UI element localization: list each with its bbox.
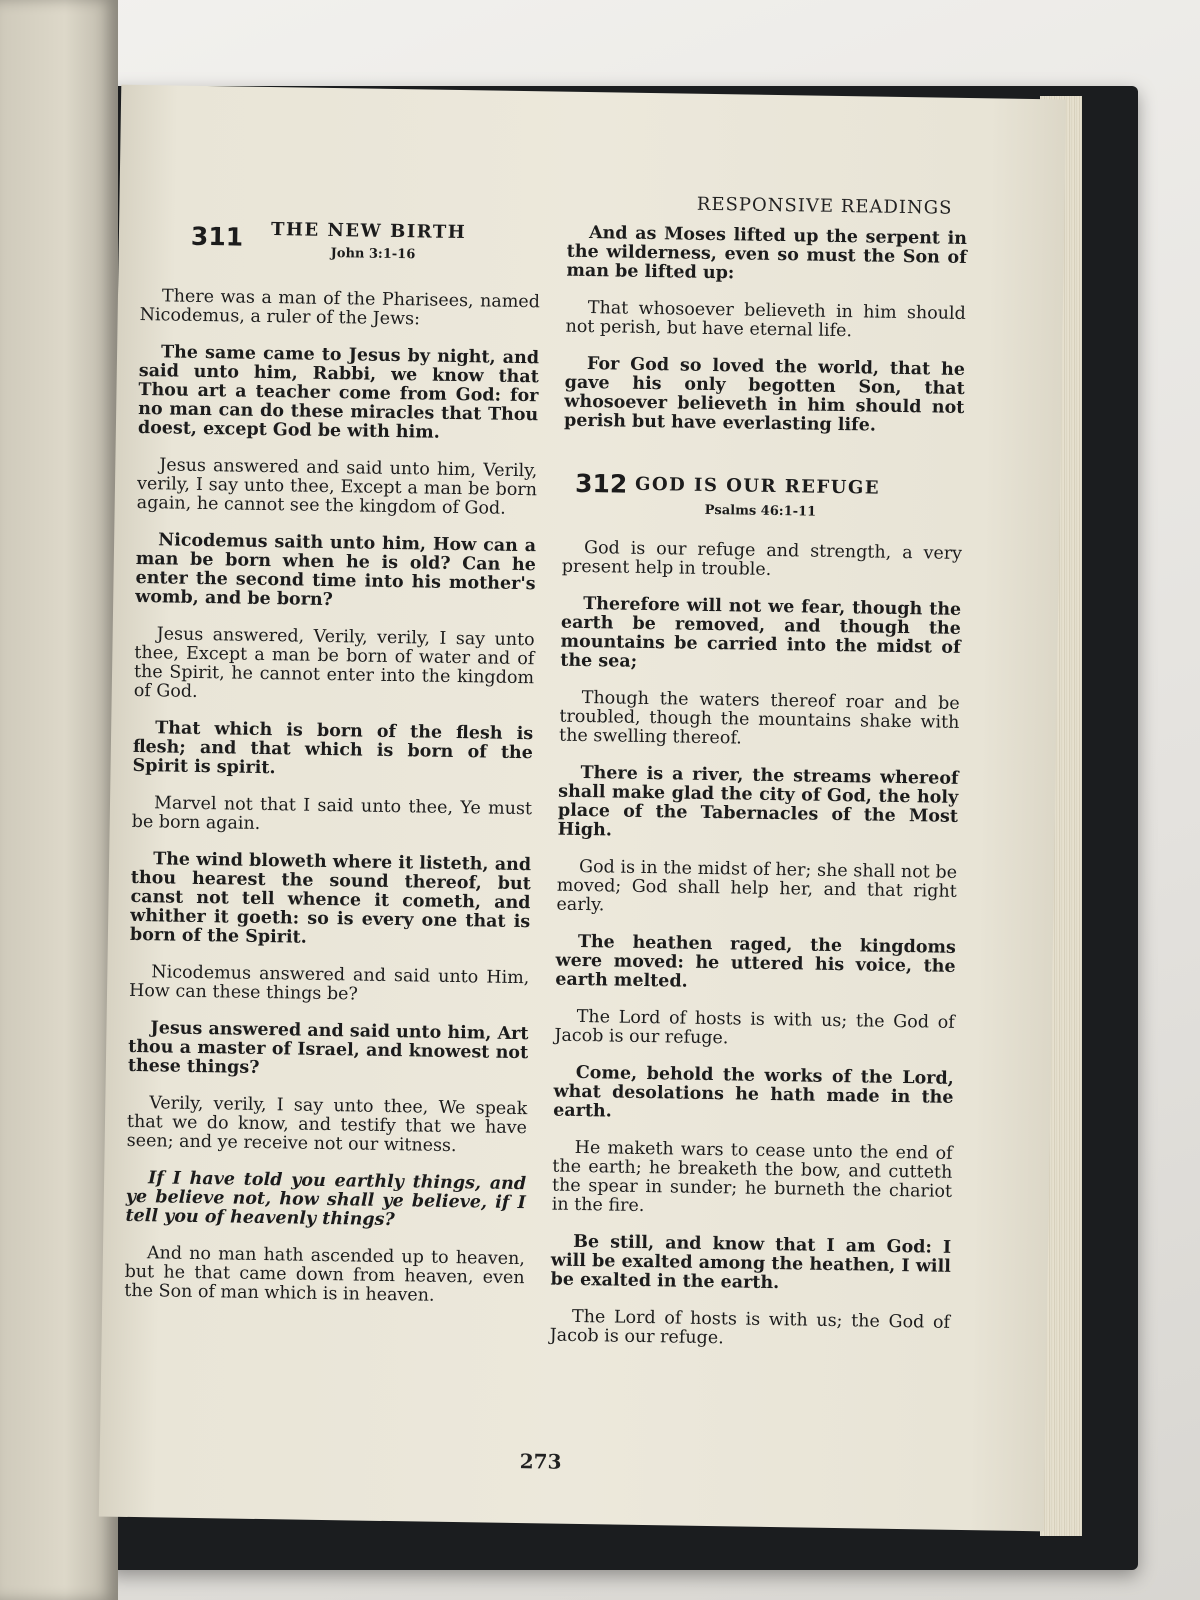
right-column (549, 224, 967, 1370)
scripture-reference: John 3:1-16 (330, 245, 416, 263)
reading-header-312 (562, 469, 963, 545)
verse: There was a man of the Pharisees, named Nicodemus, a ruler of the Jews: (139, 286, 541, 330)
scripture-reference: Psalms 46:1-11 (704, 502, 817, 520)
reading-number: 311 (190, 221, 244, 252)
reading-title: THE NEW BIRTH (270, 219, 467, 244)
verse-response: The same came to Jesus by night, and said unto him, Rabbi, we know that Thou art a teacher come from God: for no man can do these miracles that Thou doest, except God be with him. (137, 342, 540, 443)
verse: God is in the midst of her; she shall not be moved; God shall help her, and that right early. (556, 856, 958, 916)
verse-response: And as Moses lifted up the serpent in the wilderness, even so must the Son of man be lifted up: (566, 223, 968, 284)
verse: Jesus answered and said unto him, Verily, verily, I say unto thee, Except a man be born again, he cannot see the kingdom of God. (136, 455, 538, 519)
verse-response: That which is born of the flesh is flesh; and that which is born of the Spirit is spirit. (132, 718, 534, 779)
verse-response: For God so loved the world, that he gave his only begotten Son, that whosoever believeth in him should not perish but have everlasting life. (563, 354, 966, 436)
verse-response: There is a river, the streams whereof shall make glad the city of God, the holy place of the Tabernacles of the Most High. (557, 762, 959, 841)
verse-response: The heathen raged, the kingdoms were moved: he uttered his voice, the earth melted. (555, 931, 957, 992)
verse: Nicodemus answered and said unto Him, How can these things be? (128, 962, 530, 1005)
reading-header-311 (140, 217, 541, 293)
verse-response: Come, behold the works of the Lord, what desolations he hath made in the earth. (553, 1062, 954, 1122)
verse: Marvel not that I said unto thee, Ye must be born again. (131, 793, 533, 834)
verse-response: Nicodemus saith unto him, How can a man be born when he is old? Can he enter the second time into his mother's womb, and be born? (135, 530, 537, 611)
verse: That whosoever believeth in him should not perish, but have eternal life. (565, 298, 966, 342)
verse-response: The wind bloweth where it listeth, and thou hearest the sound thereof, but canst not tell whence it cometh, and whither it goeth: so is every one that is born of the Spirit. (129, 849, 532, 948)
reading-number: 312 (574, 468, 628, 499)
verse-response: If I have told you earthly things, and ye believe not, how shall ye believe, if I tell you of heavenly things? (125, 1168, 527, 1231)
verse-response: Be still, and know that I am God: I will be exalted among the heathen, I will be exalted in the earth. (550, 1231, 952, 1294)
verse: God is our refuge and strength, a very present help in trouble. (561, 537, 963, 580)
left-column (124, 217, 541, 1325)
reading-title: GOD IS OUR REFUGE (634, 473, 881, 499)
verse: Though the waters thereof roar and be troubled, though the mountains shake with the swelling thereof. (558, 687, 960, 749)
verse: The Lord of hosts is with us; the God of Jacob is our refuge. (549, 1306, 951, 1349)
running-head: RESPONSIVE READINGS (696, 193, 953, 219)
book-page (99, 85, 1066, 1532)
verse-response: Jesus answered and said unto him, Art thou a master of Israel, and knowest not these things? (127, 1018, 529, 1078)
verse: And no man hath ascended up to heaven, but he that came down from heaven, even the Son of man which is in heaven. (124, 1243, 526, 1306)
verse: The Lord of hosts is with us; the God of Jacob is our refuge. (554, 1006, 955, 1049)
verse: Jesus answered, Verily, verily, I say unto thee, Except a man be born of water and of the Spirit, he cannot enter into the kingdom of God. (133, 624, 535, 702)
verse: Verily, verily, I say unto thee, We speak that we do know, and testify that we have seen; and ye receive not our witness. (126, 1093, 528, 1157)
page-number: 273 (519, 1449, 562, 1474)
verse-response: Therefore will not we fear, though the earth be removed, and though the mountains be carried into the midst of the sea; (560, 593, 962, 672)
verse: He maketh wars to cease unto the end of the earth; he breaketh the bow, and cutteth the spear in sunder; he burneth the chariot in the fire. (551, 1137, 953, 1217)
